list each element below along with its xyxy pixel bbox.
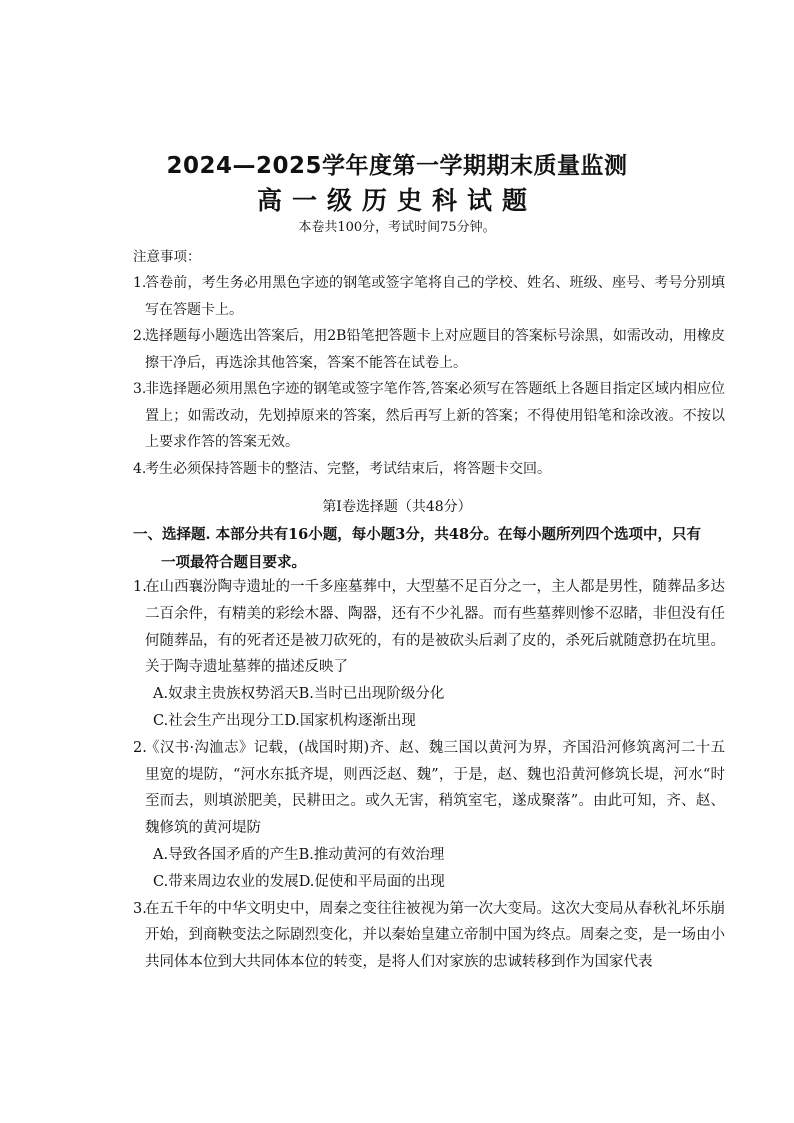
notice-number: 2.	[133, 328, 147, 344]
option-row	[133, 681, 725, 708]
option-a: A.奴隶主贵族权势滔天	[153, 686, 299, 703]
option-b: B.推动黄河的有效治理	[298, 846, 445, 863]
notice-item	[133, 270, 725, 323]
notice-item	[133, 323, 725, 376]
question-number: 1.	[133, 579, 147, 595]
exam-meta: 本卷共100分，考试时间75分钟。	[298, 220, 496, 235]
notice-number: 3.	[133, 381, 147, 397]
option-a: A.导致各国矛盾的产生	[153, 846, 299, 863]
section-heading: 第Ⅰ卷选择题（共48分）	[322, 499, 472, 515]
notice-number: 1.	[133, 275, 147, 291]
question-item	[133, 735, 725, 896]
option-c: C.社会生产出现分工	[153, 712, 285, 729]
question-stem: 《汉书·沟洫志》记载，(战国时期)齐、赵、魏三国以黄河为界，齐国沿河修筑离河二十五里宽的堤防，“河水东抵齐堤，则西泛赵、魏”，于是，赵、魏也沿黄河修筑长堤，河水“时至而去，则填淤肥美，民耕田之。或久无害，稍筑室宅，遂成聚落”。由此可知，齐、赵、魏修筑的黄河堤防	[145, 739, 725, 837]
exam-title: 2024—2025学年度第一学期期末质量监测	[166, 153, 628, 179]
option-d: D.促使和平局面的出现	[298, 873, 445, 890]
option-row	[133, 869, 725, 896]
notice-list	[133, 270, 725, 482]
option-b: B.当时已出现阶级分化	[298, 686, 445, 703]
notice-heading: 注意事项：	[133, 249, 201, 265]
notice-item	[133, 376, 725, 456]
option-row	[133, 708, 725, 735]
question-number: 3.	[133, 900, 147, 917]
notice-text: 答卷前，考生务必用黑色字迹的钢笔或签字笔将自己的学校、姓名、班级、座号、考号分别填写在答题卡上。	[145, 275, 725, 318]
option-d: D.国家机构逐渐出现	[284, 712, 416, 729]
question-number: 2.	[133, 739, 147, 756]
question-item	[133, 896, 725, 976]
question-item	[133, 574, 725, 735]
notice-number: 4.	[133, 460, 147, 477]
notice-text: 非选择题必须用黑色字迹的钢笔或签字笔作答,答案必须写在答题纸上各题目指定区域内相应位置上；如需改动，先划掉原来的答案，然后再写上新的答案；不得使用铅笔和涂改液。不按以上要求作答的答案无效。	[145, 381, 725, 450]
exam-subject-title: 高一级历史科试题	[256, 186, 537, 215]
part-instructions	[133, 521, 725, 577]
question-list	[133, 574, 725, 976]
notice-text: 选择题每小题选出答案后，用2B铅笔把答题卡上对应题目的答案标号涂黑，如需改动，用橡皮擦干净后，再选涂其他答案，答案不能答在试卷上。	[145, 328, 725, 371]
part-instructions-line: 一项最符合题目要求。	[161, 554, 306, 571]
option-row	[133, 842, 725, 869]
question-stem: 在山西襄汾陶寺遗址的一千多座墓葬中，大型墓不足百分之一，主人都是男性，随葬品多达二百余件，有精美的彩绘木器、陶器，还有不少礼器。而有些墓葬则惨不忍睹，非但没有任何随葬品，有的死者还是被刀砍死的，有的是被砍头后剥了皮的，杀死后就随意扔在坑里。关于陶寺遗址墓葬的描述反映了	[145, 579, 725, 676]
option-c: C.带来周边农业的发展	[153, 873, 299, 890]
question-stem: 在五千年的中华文明史中，周秦之变往往被视为第一次大变局。这次大变局从春秋礼坏乐崩开始，到商鞅变法之际剧烈变化，并以秦始皇建立帝制中国为终点。周秦之变，是一场由小共同体本位到大共同体本位的转变，是将人们对家族的忠诚转移到作为国家代表	[145, 900, 725, 971]
notice-text: 考生必须保持答题卡的整洁、完整，考试结束后，将答题卡交回。	[145, 460, 551, 477]
part-instructions-line: 一、选择题. 本部分共有16小题，每小题3分，共48分。在每小题所列四个选项中，只有	[133, 526, 702, 543]
notice-item	[133, 456, 725, 483]
